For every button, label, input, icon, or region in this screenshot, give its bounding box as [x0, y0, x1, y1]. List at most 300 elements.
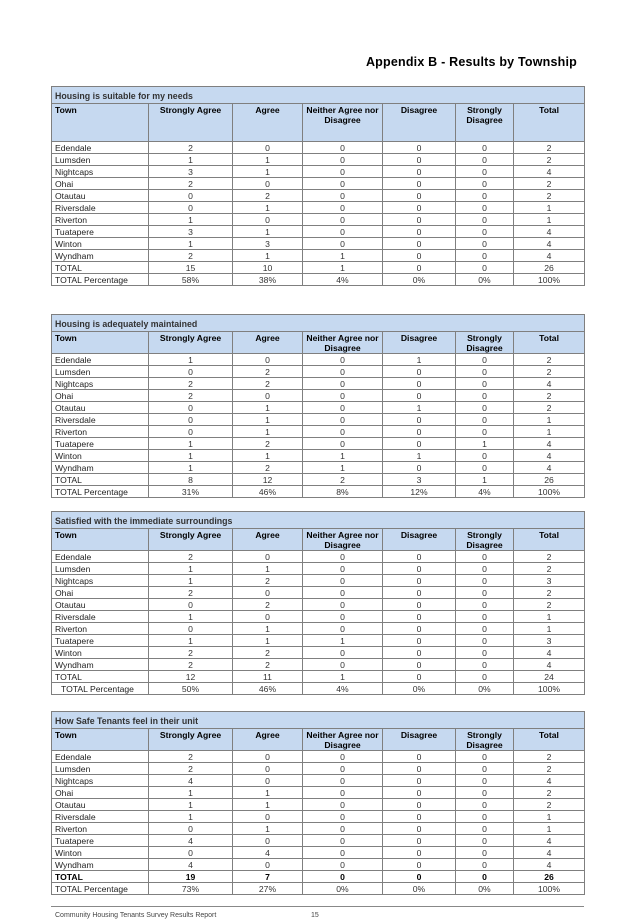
value-cell: 4 — [514, 250, 585, 262]
value-cell: 1 — [233, 823, 303, 835]
value-cell: 2 — [233, 190, 303, 202]
value-cell: 2 — [149, 647, 233, 659]
value-cell: 0 — [456, 599, 514, 611]
value-cell: 0 — [456, 799, 514, 811]
value-cell: 0 — [383, 142, 456, 154]
value-cell: 2 — [514, 390, 585, 402]
value-cell: 0 — [456, 575, 514, 587]
value-cell: 1 — [233, 250, 303, 262]
value-cell: 2 — [514, 402, 585, 414]
value-cell: 0 — [303, 178, 383, 190]
table-row — [52, 226, 585, 238]
value-cell: 0% — [303, 883, 383, 895]
value-cell: 0 — [303, 378, 383, 390]
value-cell: 2 — [514, 799, 585, 811]
value-cell: 0 — [383, 787, 456, 799]
value-cell: 3 — [149, 226, 233, 238]
value-cell: 1 — [233, 166, 303, 178]
value-cell: 4% — [303, 683, 383, 695]
value-cell: 0 — [456, 414, 514, 426]
value-cell: 3 — [233, 238, 303, 250]
value-cell: 7 — [233, 871, 303, 883]
value-cell: 2 — [514, 354, 585, 366]
town-cell: Nightcaps — [52, 575, 149, 587]
value-cell: 1 — [233, 414, 303, 426]
table-row — [52, 438, 585, 450]
value-cell: 31% — [149, 486, 233, 498]
value-cell: 2 — [149, 659, 233, 671]
table-row — [52, 647, 585, 659]
value-cell: 2 — [149, 587, 233, 599]
value-cell: 1 — [514, 414, 585, 426]
town-cell: Edendale — [52, 751, 149, 763]
value-cell: 0 — [383, 859, 456, 871]
value-cell: 4 — [149, 859, 233, 871]
value-cell: 26 — [514, 474, 585, 486]
value-cell: 12 — [149, 671, 233, 683]
value-cell: 0 — [383, 647, 456, 659]
town-cell: Tuatapere — [52, 438, 149, 450]
table-surroundings — [51, 511, 584, 695]
value-cell: 0 — [456, 178, 514, 190]
table-body — [52, 354, 585, 498]
value-cell: 0 — [383, 226, 456, 238]
value-cell: 4 — [149, 775, 233, 787]
town-cell: Lumsden — [52, 366, 149, 378]
footer-page-number: 15 — [311, 912, 319, 919]
table-row — [52, 474, 585, 486]
results-table — [51, 711, 585, 895]
value-cell: 0 — [456, 775, 514, 787]
header-total: Total — [514, 332, 585, 354]
value-cell: 0 — [456, 835, 514, 847]
value-cell: 4 — [233, 847, 303, 859]
town-cell: Winton — [52, 647, 149, 659]
value-cell: 0 — [383, 366, 456, 378]
table-row — [52, 238, 585, 250]
town-cell: Edendale — [52, 142, 149, 154]
value-cell: 0 — [456, 623, 514, 635]
footer-divider — [51, 906, 584, 907]
value-cell: 2 — [514, 751, 585, 763]
value-cell: 0 — [456, 551, 514, 563]
table-body — [52, 551, 585, 695]
value-cell: 0 — [456, 378, 514, 390]
town-cell: Tuatapere — [52, 226, 149, 238]
value-cell: 100% — [514, 883, 585, 895]
value-cell: 1 — [233, 450, 303, 462]
value-cell: 0 — [303, 763, 383, 775]
value-cell: 1 — [233, 202, 303, 214]
results-table — [51, 314, 585, 498]
table-row — [52, 486, 585, 498]
value-cell: 0 — [456, 647, 514, 659]
value-cell: 0 — [303, 390, 383, 402]
table-row — [52, 154, 585, 166]
value-cell: 0 — [233, 142, 303, 154]
value-cell: 0 — [303, 871, 383, 883]
table-row — [52, 178, 585, 190]
value-cell: 1 — [456, 438, 514, 450]
value-cell: 1 — [149, 563, 233, 575]
value-cell: 3 — [514, 575, 585, 587]
value-cell: 0 — [303, 659, 383, 671]
value-cell: 0 — [233, 354, 303, 366]
value-cell: 0 — [456, 871, 514, 883]
town-cell: TOTAL Percentage — [52, 486, 149, 498]
value-cell: 0 — [149, 366, 233, 378]
table-housing-suitable — [51, 86, 584, 286]
value-cell: 0 — [456, 751, 514, 763]
value-cell: 0 — [456, 635, 514, 647]
town-cell: Riverton — [52, 823, 149, 835]
value-cell: 0 — [383, 262, 456, 274]
table-row — [52, 599, 585, 611]
value-cell: 0 — [383, 214, 456, 226]
town-cell: Nightcaps — [52, 166, 149, 178]
table-body — [52, 142, 585, 286]
value-cell: 0 — [149, 823, 233, 835]
value-cell: 1 — [514, 623, 585, 635]
value-cell: 0 — [383, 462, 456, 474]
value-cell: 0 — [456, 587, 514, 599]
value-cell: 0 — [149, 599, 233, 611]
value-cell: 0 — [303, 154, 383, 166]
header-neither: Neither Agree nor Disagree — [303, 529, 383, 551]
value-cell: 0 — [149, 426, 233, 438]
value-cell: 0 — [383, 811, 456, 823]
table-row — [52, 462, 585, 474]
value-cell: 1 — [514, 426, 585, 438]
header-strongly-agree: Strongly Agree — [149, 529, 233, 551]
value-cell: 0 — [383, 154, 456, 166]
value-cell: 1 — [514, 202, 585, 214]
value-cell: 0 — [456, 847, 514, 859]
town-cell: Lumsden — [52, 763, 149, 775]
value-cell: 0 — [233, 390, 303, 402]
value-cell: 1 — [514, 823, 585, 835]
value-cell: 2 — [149, 751, 233, 763]
header-agree: Agree — [233, 729, 303, 751]
value-cell: 1 — [303, 462, 383, 474]
value-cell: 0 — [303, 563, 383, 575]
value-cell: 2 — [149, 178, 233, 190]
value-cell: 0 — [383, 166, 456, 178]
value-cell: 0 — [383, 623, 456, 635]
value-cell: 1 — [149, 214, 233, 226]
value-cell: 0 — [303, 775, 383, 787]
value-cell: 0 — [233, 587, 303, 599]
table-row — [52, 587, 585, 599]
value-cell: 10 — [233, 262, 303, 274]
value-cell: 0 — [456, 450, 514, 462]
value-cell: 26 — [514, 262, 585, 274]
value-cell: 0 — [303, 623, 383, 635]
value-cell: 0% — [383, 274, 456, 286]
header-town: Town — [52, 332, 149, 354]
value-cell: 0 — [383, 178, 456, 190]
value-cell: 0 — [149, 190, 233, 202]
value-cell: 4 — [514, 438, 585, 450]
header-strongly-agree: Strongly Agree — [149, 332, 233, 354]
value-cell: 0 — [303, 575, 383, 587]
value-cell: 0 — [383, 378, 456, 390]
value-cell: 0 — [383, 438, 456, 450]
value-cell: 27% — [233, 883, 303, 895]
value-cell: 0 — [383, 871, 456, 883]
value-cell: 0 — [303, 811, 383, 823]
value-cell: 0 — [456, 166, 514, 178]
value-cell: 0 — [233, 763, 303, 775]
value-cell: 11 — [233, 671, 303, 683]
value-cell: 0 — [383, 190, 456, 202]
value-cell: 0% — [383, 683, 456, 695]
header-agree: Agree — [233, 529, 303, 551]
value-cell: 0 — [303, 366, 383, 378]
value-cell: 4 — [514, 166, 585, 178]
value-cell: 0 — [149, 202, 233, 214]
header-town: Town — [52, 729, 149, 751]
value-cell: 0 — [303, 611, 383, 623]
value-cell: 1 — [233, 402, 303, 414]
value-cell: 0 — [303, 166, 383, 178]
town-cell: Tuatapere — [52, 635, 149, 647]
value-cell: 0 — [456, 354, 514, 366]
value-cell: 0 — [456, 763, 514, 775]
value-cell: 0 — [456, 238, 514, 250]
value-cell: 8% — [303, 486, 383, 498]
value-cell: 0 — [383, 238, 456, 250]
value-cell: 2 — [149, 250, 233, 262]
town-cell: Edendale — [52, 354, 149, 366]
header-neither: Neither Agree nor Disagree — [303, 104, 383, 142]
value-cell: 1 — [456, 474, 514, 486]
header-neither: Neither Agree nor Disagree — [303, 729, 383, 751]
value-cell: 2 — [514, 599, 585, 611]
value-cell: 0 — [233, 611, 303, 623]
town-cell: Ohai — [52, 787, 149, 799]
header-disagree: Disagree — [383, 332, 456, 354]
value-cell: 0 — [233, 835, 303, 847]
town-cell: Winton — [52, 238, 149, 250]
header-strongly-agree: Strongly Agree — [149, 104, 233, 142]
value-cell: 1 — [149, 787, 233, 799]
value-cell: 0 — [383, 763, 456, 775]
value-cell: 58% — [149, 274, 233, 286]
value-cell: 1 — [303, 450, 383, 462]
value-cell: 2 — [233, 438, 303, 450]
value-cell: 1 — [233, 426, 303, 438]
value-cell: 12 — [233, 474, 303, 486]
value-cell: 100% — [514, 683, 585, 695]
value-cell: 26 — [514, 871, 585, 883]
value-cell: 1 — [303, 635, 383, 647]
table-row — [52, 551, 585, 563]
town-cell: Riverton — [52, 623, 149, 635]
value-cell: 0 — [383, 611, 456, 623]
table-row — [52, 847, 585, 859]
header-total: Total — [514, 104, 585, 142]
value-cell: 0 — [149, 414, 233, 426]
table-row — [52, 823, 585, 835]
results-table — [51, 86, 585, 286]
value-cell: 4 — [514, 450, 585, 462]
value-cell: 0 — [303, 587, 383, 599]
header-agree: Agree — [233, 332, 303, 354]
header-strongly-agree: Strongly Agree — [149, 729, 233, 751]
table-title: Satisfied with the immediate surroundings — [52, 512, 585, 529]
value-cell: 3 — [149, 166, 233, 178]
town-cell: Wyndham — [52, 859, 149, 871]
town-cell: Riversdale — [52, 202, 149, 214]
table-row — [52, 775, 585, 787]
header-neither: Neither Agree nor Disagree — [303, 332, 383, 354]
town-cell: TOTAL — [52, 671, 149, 683]
table-row — [52, 563, 585, 575]
town-cell: Ohai — [52, 390, 149, 402]
value-cell: 38% — [233, 274, 303, 286]
town-cell: TOTAL — [52, 871, 149, 883]
value-cell: 1 — [149, 575, 233, 587]
value-cell: 4 — [514, 462, 585, 474]
value-cell: 1 — [233, 787, 303, 799]
town-cell: Wyndham — [52, 462, 149, 474]
town-cell: Wyndham — [52, 250, 149, 262]
header-agree: Agree — [233, 104, 303, 142]
value-cell: 3 — [383, 474, 456, 486]
value-cell: 4 — [514, 226, 585, 238]
value-cell: 1 — [383, 354, 456, 366]
value-cell: 0 — [303, 751, 383, 763]
header-disagree: Disagree — [383, 529, 456, 551]
value-cell: 0 — [303, 226, 383, 238]
town-cell: Winton — [52, 450, 149, 462]
value-cell: 2 — [233, 647, 303, 659]
value-cell: 0% — [456, 274, 514, 286]
table-row — [52, 262, 585, 274]
value-cell: 1 — [233, 226, 303, 238]
value-cell: 0 — [303, 414, 383, 426]
table-row — [52, 354, 585, 366]
table-row — [52, 190, 585, 202]
value-cell: 0 — [383, 563, 456, 575]
value-cell: 2 — [149, 763, 233, 775]
value-cell: 0 — [456, 611, 514, 623]
table-row — [52, 450, 585, 462]
value-cell: 0 — [456, 214, 514, 226]
header-strongly-disagree: Strongly Disagree — [456, 529, 514, 551]
value-cell: 0 — [383, 414, 456, 426]
table-row — [52, 166, 585, 178]
value-cell: 0 — [233, 214, 303, 226]
value-cell: 1 — [383, 450, 456, 462]
value-cell: 4 — [514, 647, 585, 659]
value-cell: 1 — [149, 238, 233, 250]
value-cell: 2 — [233, 366, 303, 378]
value-cell: 2 — [233, 462, 303, 474]
value-cell: 0 — [383, 202, 456, 214]
value-cell: 0% — [383, 883, 456, 895]
value-cell: 0 — [456, 823, 514, 835]
value-cell: 50% — [149, 683, 233, 695]
value-cell: 0 — [383, 823, 456, 835]
town-cell: Otautau — [52, 190, 149, 202]
value-cell: 0 — [383, 250, 456, 262]
table-row — [52, 787, 585, 799]
value-cell: 0 — [303, 142, 383, 154]
value-cell: 8 — [149, 474, 233, 486]
value-cell: 12% — [383, 486, 456, 498]
value-cell: 1 — [149, 462, 233, 474]
town-cell: TOTAL — [52, 262, 149, 274]
value-cell: 0 — [303, 647, 383, 659]
value-cell: 1 — [233, 623, 303, 635]
town-cell: Otautau — [52, 402, 149, 414]
value-cell: 0 — [456, 426, 514, 438]
table-row — [52, 671, 585, 683]
value-cell: 2 — [514, 763, 585, 775]
value-cell: 1 — [149, 611, 233, 623]
page-heading: Appendix B - Results by Township — [365, 55, 577, 69]
value-cell: 0 — [456, 402, 514, 414]
value-cell: 0 — [456, 202, 514, 214]
value-cell: 3 — [514, 635, 585, 647]
town-cell: TOTAL Percentage — [52, 683, 149, 695]
town-cell: TOTAL Percentage — [52, 274, 149, 286]
header-strongly-disagree: Strongly Disagree — [456, 104, 514, 142]
value-cell: 0 — [456, 142, 514, 154]
town-cell: Otautau — [52, 799, 149, 811]
table-row — [52, 378, 585, 390]
value-cell: 0 — [383, 575, 456, 587]
value-cell: 2 — [233, 659, 303, 671]
value-cell: 1 — [303, 671, 383, 683]
value-cell: 1 — [514, 611, 585, 623]
value-cell: 2 — [514, 190, 585, 202]
town-cell: Ohai — [52, 178, 149, 190]
town-cell: Tuatapere — [52, 835, 149, 847]
town-cell: TOTAL Percentage — [52, 883, 149, 895]
value-cell: 0 — [383, 390, 456, 402]
value-cell: 0 — [383, 587, 456, 599]
value-cell: 4% — [303, 274, 383, 286]
table-row — [52, 202, 585, 214]
value-cell: 0 — [456, 462, 514, 474]
table-row — [52, 799, 585, 811]
value-cell: 0 — [303, 799, 383, 811]
value-cell: 0 — [456, 366, 514, 378]
town-cell: Riverton — [52, 426, 149, 438]
value-cell: 0 — [383, 799, 456, 811]
value-cell: 0 — [149, 847, 233, 859]
value-cell: 24 — [514, 671, 585, 683]
value-cell: 0 — [383, 599, 456, 611]
value-cell: 0 — [456, 659, 514, 671]
value-cell: 0 — [233, 859, 303, 871]
header-town: Town — [52, 104, 149, 142]
town-cell: Riverton — [52, 214, 149, 226]
value-cell: 1 — [149, 354, 233, 366]
value-cell: 2 — [514, 587, 585, 599]
value-cell: 4 — [514, 378, 585, 390]
value-cell: 1 — [149, 635, 233, 647]
value-cell: 2 — [149, 390, 233, 402]
value-cell: 0 — [456, 250, 514, 262]
value-cell: 1 — [149, 799, 233, 811]
value-cell: 2 — [233, 599, 303, 611]
town-cell: Lumsden — [52, 154, 149, 166]
value-cell: 1 — [149, 811, 233, 823]
